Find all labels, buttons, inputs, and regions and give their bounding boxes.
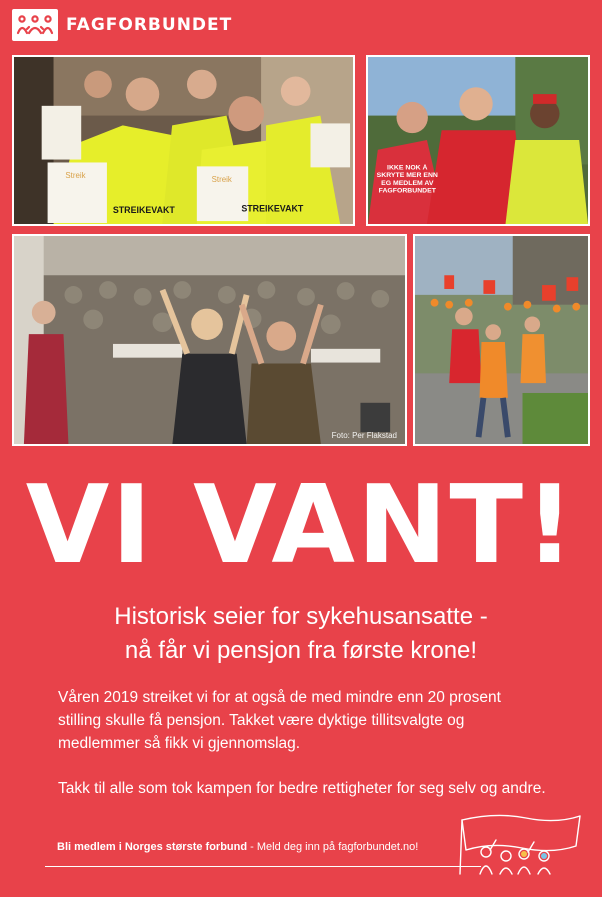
photo-credit: Foto: Per Flakstad: [331, 431, 397, 440]
photo-march: [413, 234, 590, 446]
photo-celebrating-trio: [366, 55, 590, 226]
vest-text-2: STREIKEVAKT: [241, 203, 304, 214]
fagforbundet-people-logo-icon: [12, 9, 58, 41]
footer-cta-link-text: - Meld deg inn på fagforbundet.no!: [247, 841, 419, 853]
vest-text: STREIKEVAKT: [112, 205, 175, 216]
body-paragraph-text: Våren 2019 streiket vi for at også de med mindre enn 20 prosent stilling skulle få pensjon. Takket være dyktige tillitsvalgte og medlemmer så fikk vi gjennomslag.: [58, 689, 501, 752]
thanks-text: Takk til alle som tok kampen for bedre rettigheter for seg selv og andre.: [58, 780, 546, 797]
shirt-text: IKKE NOK Å SKRYTE MER ENN EG MEDLEM AV FAGFORBUNDET: [376, 164, 438, 195]
strike-sign-text: Streik: [65, 171, 86, 181]
footer-cta: [57, 841, 418, 853]
brand-name: FAGFORBUNDET: [66, 15, 233, 35]
subheadline-line-2: nå får vi pensjon fra første krone!: [124, 637, 478, 664]
body-paragraph: [58, 686, 538, 755]
protest-banner-illustration-icon: [456, 812, 584, 878]
subheadline: [0, 600, 602, 668]
headline: VI VANT!: [25, 463, 577, 588]
strike-sign-text-2: Streik: [211, 175, 232, 184]
footer-cta-bold: Bli medlem i Norges største forbund: [57, 841, 248, 853]
brand-logo: [12, 9, 232, 41]
subheadline-line-1: Historisk seier for sykehusansatte -: [114, 603, 488, 630]
photo-meeting-hall: [12, 234, 407, 446]
photo-strike-guards: [12, 55, 355, 226]
footer-divider: [45, 866, 481, 867]
